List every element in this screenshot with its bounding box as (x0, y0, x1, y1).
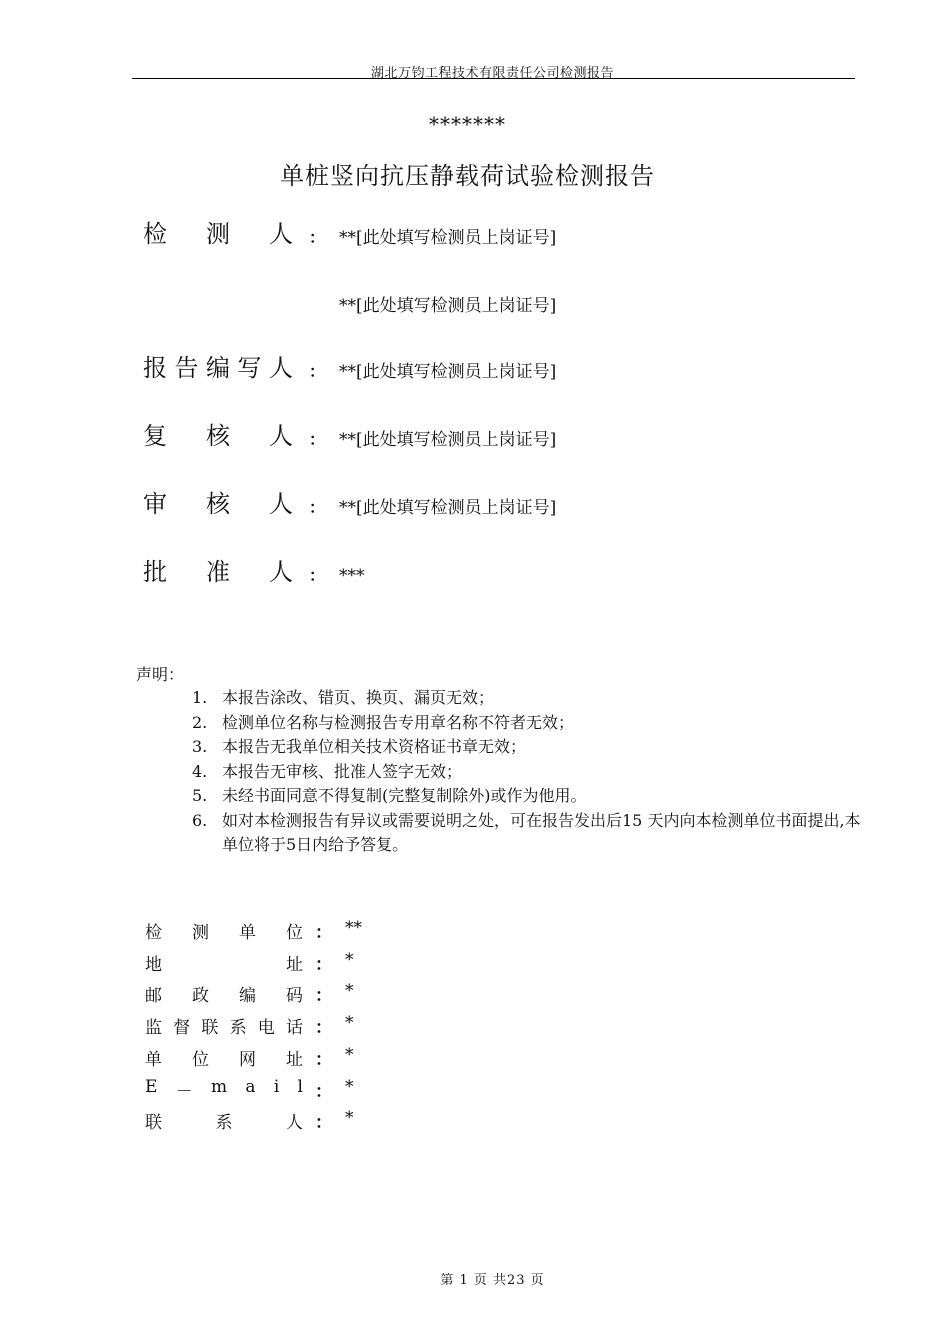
declaration-item-number: 6. (192, 810, 208, 830)
page-header: 湖北万钧工程技术有限责任公司检测报告 (370, 66, 614, 81)
declaration-item-number: 1. (192, 688, 208, 707)
signature-label (143, 556, 293, 588)
label-char: 审 (143, 490, 167, 518)
declaration-item-number: 4. (192, 761, 208, 781)
label-char: 人 (269, 490, 293, 518)
label-char: 准 (206, 558, 230, 586)
contact-value: ** (345, 918, 362, 938)
label-char: 编 (239, 986, 256, 1007)
declaration-item-number: 2. (192, 712, 208, 732)
label-char: l (297, 1076, 303, 1097)
label-char: 位 (286, 923, 303, 943)
label-char: 写 (237, 354, 262, 382)
signature-colon: ： (309, 430, 326, 449)
contact-value: * (345, 981, 354, 1002)
label-char: 人 (269, 558, 293, 586)
signature-colon: ： (309, 228, 326, 247)
label-char: 编 (206, 354, 230, 382)
label-char: 联 (201, 1018, 219, 1039)
report-title: 单桩竖向抗压静载荷试验检测报告 (280, 162, 655, 190)
contact-label (145, 1077, 303, 1102)
declaration-item-number: 3. (192, 737, 208, 756)
label-char: 人 (269, 354, 293, 382)
contact-label (145, 1045, 303, 1070)
signature-label (143, 420, 293, 452)
label-char: 系 (229, 1018, 247, 1039)
contact-label (145, 981, 303, 1006)
contact-value: * (345, 949, 354, 970)
label-char: 报 (143, 354, 167, 382)
label-char: － (175, 1081, 193, 1102)
label-char: 人 (269, 220, 293, 248)
contact-value: * (345, 1108, 354, 1129)
declaration-item-text: 本报告无审核、批准人签字无效； (222, 761, 463, 781)
contact-label (145, 1013, 303, 1038)
signature-colon: ： (309, 498, 326, 517)
label-char: E (145, 1076, 158, 1097)
label-char: 测 (206, 220, 230, 248)
label-char: 检 (145, 923, 162, 943)
label-char: 址 (286, 954, 303, 975)
contact-value: * (345, 1044, 354, 1065)
declaration-item-number: 5. (192, 786, 208, 805)
label-char: 检 (143, 220, 167, 248)
label-char: 核 (206, 422, 230, 450)
label-char: 督 (173, 1018, 191, 1039)
label-char: 位 (192, 1049, 209, 1070)
contact-label (145, 1108, 303, 1133)
label-char: 人 (269, 422, 293, 450)
signature-value: *** (339, 566, 365, 586)
signature-value: **[此处填写检测员上岗证号] (339, 296, 557, 316)
declaration-item-text: 本报告无我单位相关技术资格证书章无效； (222, 737, 527, 756)
signature-colon: ： (309, 566, 326, 585)
declaration-title: 声明： (136, 665, 185, 684)
label-char: 政 (192, 986, 209, 1007)
page-footer: 第 1 页 共23 页 (440, 1273, 545, 1288)
contact-colon: ： (315, 986, 332, 1007)
label-char: 邮 (145, 986, 162, 1007)
label-char: 地 (145, 954, 162, 975)
declaration-item-text: 本报告涂改、错页、换页、漏页无效； (222, 688, 495, 707)
contact-label (145, 918, 303, 943)
declaration-item (192, 809, 872, 858)
label-char: m (210, 1076, 228, 1097)
contact-label (145, 950, 303, 975)
declaration-item (192, 784, 872, 809)
signature-label (143, 352, 293, 384)
declaration-item-text: 检测单位名称与检测报告专用章名称不符者无效； (222, 712, 575, 732)
label-char: 码 (286, 986, 303, 1007)
label-char: 址 (286, 1049, 303, 1070)
label-char: i (273, 1076, 280, 1097)
signature-value: **[此处填写检测员上岗证号] (339, 228, 557, 248)
contact-colon: ： (315, 1113, 332, 1134)
declaration-item (192, 735, 872, 760)
contact-colon: ： (315, 1081, 332, 1102)
label-char: 单 (239, 923, 256, 943)
label-char: 系 (215, 1113, 233, 1134)
label-char: 电 (257, 1018, 275, 1039)
declaration-item (192, 686, 872, 711)
declaration-item (192, 711, 872, 736)
label-char: 监 (145, 1018, 162, 1039)
contact-colon: ： (315, 923, 332, 943)
signature-colon: ： (309, 362, 326, 381)
label-char: 话 (285, 1018, 303, 1039)
declaration-list (192, 686, 872, 858)
label-char: 告 (174, 354, 199, 382)
declaration-item-text: 如对本检测报告有异议或需要说明之处，可在报告发出后15 天内向本检测单位书面提出,本单位将于5日内给予答复。 (222, 810, 861, 854)
declaration-item-text: 未经书面同意不得复制(完整复制除外)或作为他用。 (222, 786, 587, 805)
label-char: a (245, 1076, 256, 1097)
label-char: 批 (143, 558, 167, 586)
label-char: 联 (145, 1113, 162, 1134)
header-divider (132, 78, 855, 79)
report-number: ******* (429, 112, 506, 136)
label-char: 人 (286, 1113, 303, 1134)
contact-colon: ： (315, 1018, 332, 1039)
signature-value: **[此处填写检测员上岗证号] (339, 362, 557, 382)
declaration-item (192, 760, 872, 785)
signature-label (143, 488, 293, 520)
contact-colon: ： (315, 954, 332, 975)
contact-value: * (345, 1076, 354, 1097)
label-char: 测 (192, 923, 209, 943)
label-char: 网 (239, 1049, 256, 1070)
signature-label (143, 218, 293, 250)
contact-colon: ： (315, 1049, 332, 1070)
label-char: 单 (145, 1049, 162, 1070)
signature-value: **[此处填写检测员上岗证号] (339, 430, 557, 450)
signature-value: **[此处填写检测员上岗证号] (339, 498, 557, 518)
contact-value: * (345, 1013, 354, 1034)
label-char: 复 (143, 422, 167, 450)
label-char: 核 (206, 490, 230, 518)
